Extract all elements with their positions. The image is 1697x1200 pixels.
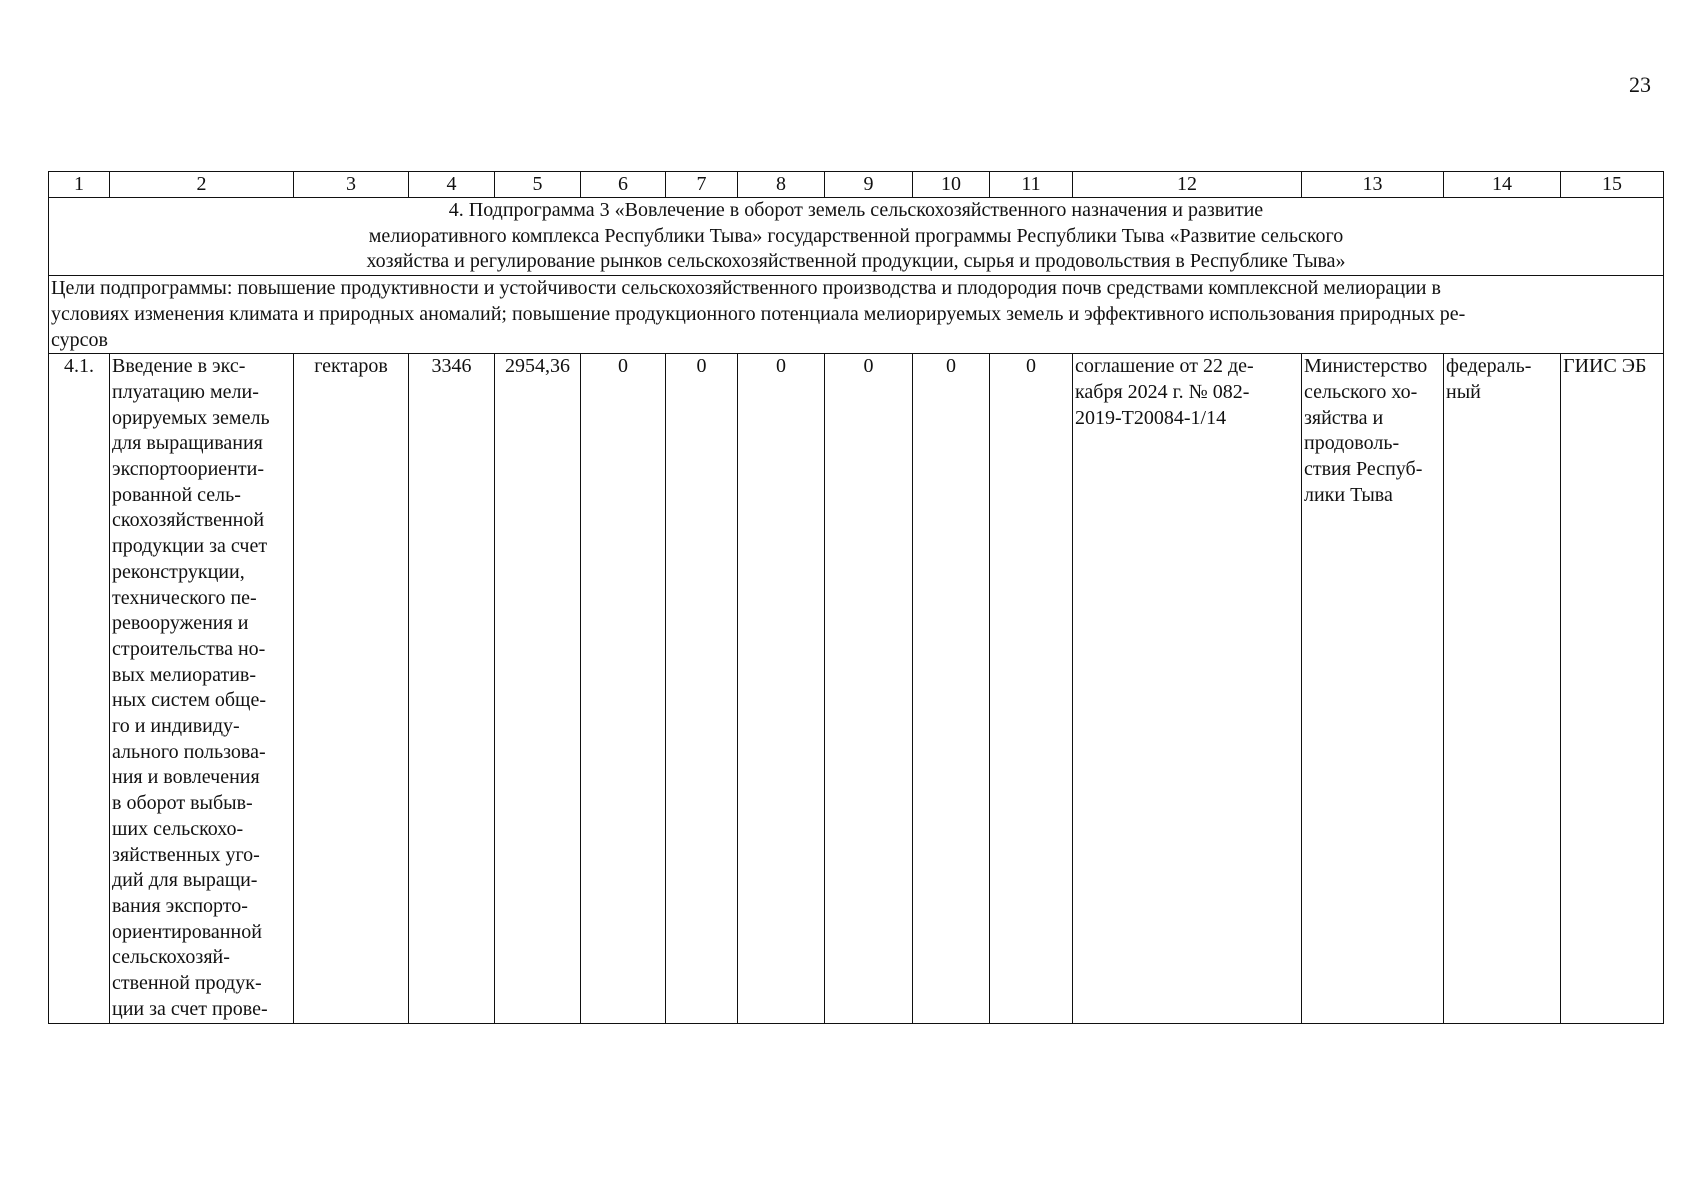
indicator-name-line: в оборот выбыв- bbox=[112, 792, 253, 815]
col-header-15: 15 bbox=[1561, 172, 1664, 198]
goals-row bbox=[49, 276, 1664, 354]
indicator-name-line: продукции за счет bbox=[112, 535, 268, 558]
value-col-5: 2954,36 bbox=[495, 354, 581, 1023]
indicator-name-line: скохозяйственной bbox=[112, 509, 265, 532]
indicator-name-line: го и индивиду- bbox=[112, 715, 240, 738]
page-number: 23 bbox=[1629, 72, 1651, 97]
section-title-line: мелиоративного комплекса Республики Тыва» государственной программы Республики Тыва «Развитие сельского bbox=[368, 224, 1344, 247]
indicator-name-line: ственной продук- bbox=[112, 972, 262, 995]
executor-line: сельского хо- bbox=[1304, 380, 1418, 403]
agreement-line: кабря 2024 г. № 082- bbox=[1075, 380, 1250, 403]
indicator-name-line: технического пе- bbox=[112, 586, 257, 609]
indicator-name-line: ального пользова- bbox=[112, 740, 266, 763]
value-col-6: 0 bbox=[581, 354, 666, 1023]
section-title bbox=[49, 198, 1664, 276]
budget-line: ный bbox=[1446, 380, 1481, 403]
table-row bbox=[49, 354, 1664, 1023]
indicator-name-line: ния и вовлечения bbox=[112, 766, 260, 789]
agreement-line: соглашение от 22 де- bbox=[1075, 355, 1254, 378]
value-col-9: 0 bbox=[825, 354, 913, 1023]
col-header-1: 1 bbox=[49, 172, 110, 198]
indicator-name-line: ориентированной bbox=[112, 920, 262, 943]
col-header-2: 2 bbox=[110, 172, 294, 198]
agreement-basis bbox=[1073, 354, 1302, 1023]
indicator-name-line: ревооружения и bbox=[112, 612, 249, 635]
indicator-name-line: для выращивания bbox=[112, 432, 263, 455]
indicator-name-line: зяйственных уго- bbox=[112, 843, 260, 866]
executor-line: лики Тыва bbox=[1304, 483, 1393, 506]
row-number: 4.1. bbox=[49, 354, 110, 1023]
indicator-name-line: реконструкции, bbox=[112, 560, 245, 583]
section-title-line: хозяйства и регулирование рынков сельскохозяйственной продукции, сырья и продовольствия в Республике Тыва» bbox=[366, 250, 1346, 273]
col-header-4: 4 bbox=[409, 172, 495, 198]
budget-level bbox=[1444, 354, 1561, 1023]
col-header-6: 6 bbox=[581, 172, 666, 198]
indicator-name-line: ших сельскохо- bbox=[112, 817, 244, 840]
col-header-5: 5 bbox=[495, 172, 581, 198]
responsible-executor bbox=[1302, 354, 1444, 1023]
col-header-11: 11 bbox=[990, 172, 1073, 198]
subprogram-goals bbox=[49, 276, 1664, 354]
indicator-name bbox=[110, 354, 294, 1023]
indicator-name-line: дий для выращи- bbox=[112, 869, 258, 892]
budget-line: федераль- bbox=[1446, 355, 1532, 378]
value-col-4: 3346 bbox=[409, 354, 495, 1023]
executor-line: зяйства и bbox=[1304, 406, 1384, 429]
section-title-line: 4. Подпрограмма 3 «Вовлечение в оборот земель сельскохозяйственного назначения и развитие bbox=[448, 199, 1264, 221]
indicators-table bbox=[48, 171, 1664, 1024]
goals-line: сурсов bbox=[51, 328, 108, 351]
col-header-13: 13 bbox=[1302, 172, 1444, 198]
col-header-12: 12 bbox=[1073, 172, 1302, 198]
indicator-name-line: плуатацию мели- bbox=[112, 380, 259, 403]
agreement-line: 2019-Т20084-1/14 bbox=[1075, 406, 1227, 429]
section-title-row bbox=[49, 198, 1664, 276]
col-header-3: 3 bbox=[294, 172, 409, 198]
information-system: ГИИС ЭБ bbox=[1561, 354, 1664, 1023]
executor-line: Министерство bbox=[1304, 355, 1428, 378]
col-header-9: 9 bbox=[825, 172, 913, 198]
goals-line: условиях изменения климата и природных аномалий; повышение продукционного потенциала мелиорируемых земель и эффективного использования природных ре- bbox=[51, 302, 1466, 325]
indicator-name-line: Введение в экс- bbox=[112, 355, 246, 378]
value-col-7: 0 bbox=[666, 354, 738, 1023]
col-header-14: 14 bbox=[1444, 172, 1561, 198]
col-header-10: 10 bbox=[913, 172, 990, 198]
indicator-name-line: строительства но- bbox=[112, 637, 266, 660]
value-col-8: 0 bbox=[738, 354, 825, 1023]
executor-line: ствия Респуб- bbox=[1304, 458, 1423, 481]
column-number-row bbox=[49, 172, 1664, 198]
indicator-name-line: ных систем обще- bbox=[112, 689, 266, 712]
indicator-name-line: ции за счет прове- bbox=[112, 997, 268, 1020]
value-col-10: 0 bbox=[913, 354, 990, 1023]
col-header-7: 7 bbox=[666, 172, 738, 198]
indicator-name-line: сельскохозяй- bbox=[112, 946, 230, 969]
goals-line: Цели подпрограммы: повышение продуктивности и устойчивости сельскохозяйственного производства и плодородия почв средствами комплексной мелиорации в bbox=[51, 277, 1441, 300]
executor-line: продоволь- bbox=[1304, 432, 1400, 455]
indicator-name-line: вых мелиоратив- bbox=[112, 663, 257, 686]
indicator-name-line: орируемых земель bbox=[112, 406, 270, 429]
indicator-name-line: экспортоориенти- bbox=[112, 458, 264, 481]
unit-of-measure: гектаров bbox=[294, 354, 409, 1023]
value-col-11: 0 bbox=[990, 354, 1073, 1023]
col-header-8: 8 bbox=[738, 172, 825, 198]
indicator-name-line: вания экспорто- bbox=[112, 894, 248, 917]
indicator-name-line: рованной сель- bbox=[112, 483, 241, 506]
